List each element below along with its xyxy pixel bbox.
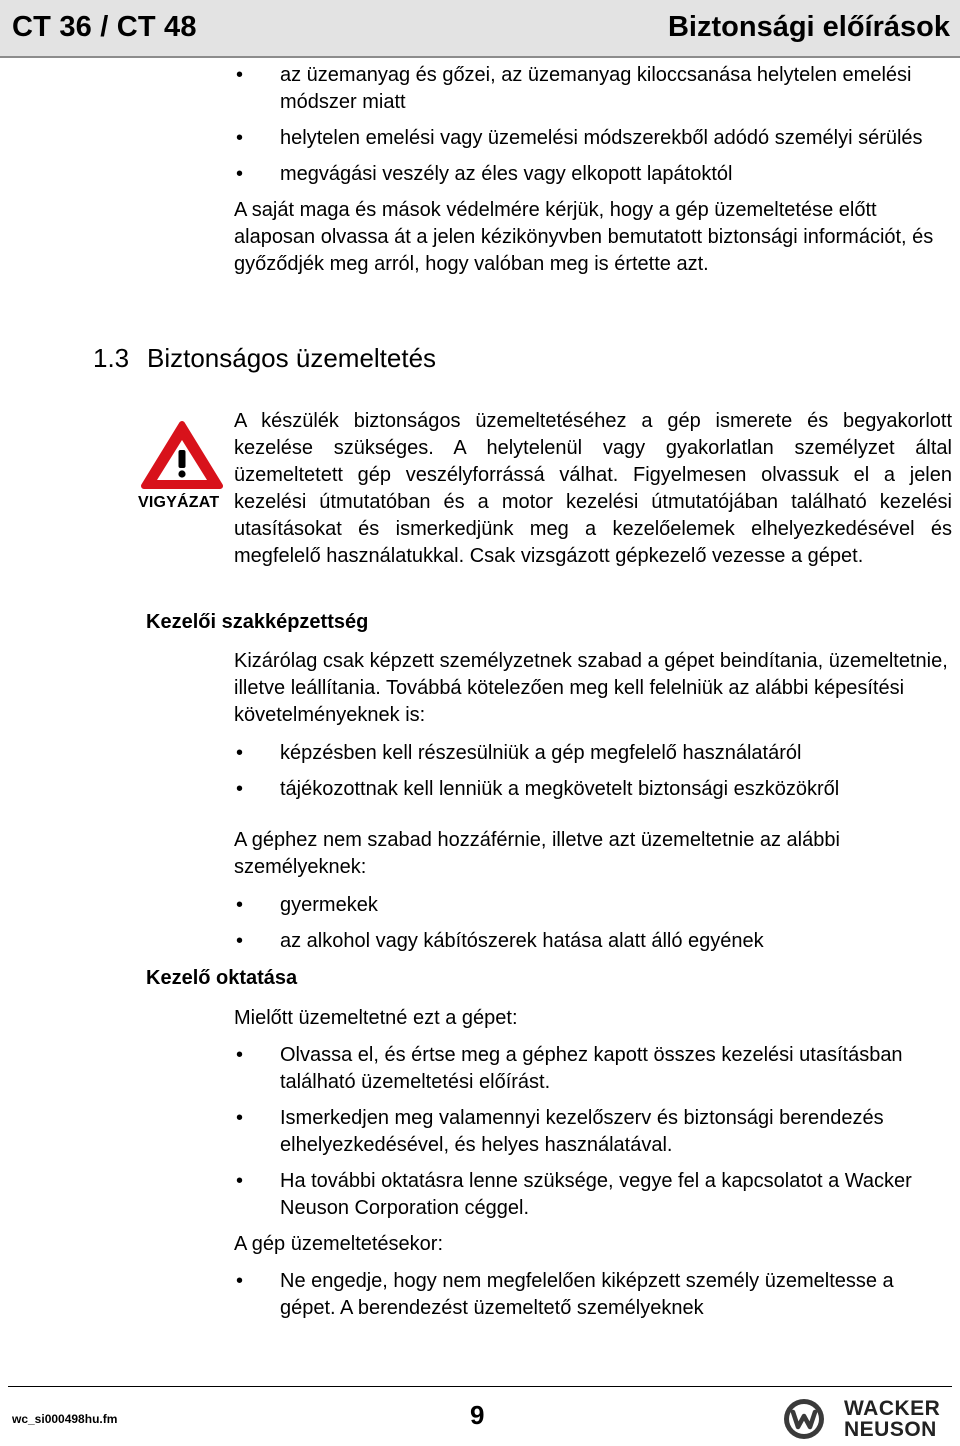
- list-item: • Ismerkedjen meg valamennyi kezelőszerv és biztonsági berendezés elhelyezkedésével, és helyes használatával.: [234, 1105, 952, 1159]
- intro-paragraph: A saját maga és mások védelmére kérjük, hogy a gép üzemeltetése előtt alaposan olvassa át a jelen kézikönyvben bemutatott biztonsági információt, és győződjék meg arról, hogy valóban meg is értette azt.: [234, 199, 934, 275]
- warning-text: A készülék biztonságos üzemeltetéséhez a gép ismerete és begyakorlott kezelése szükséges. A helytelenül vagy gyakorlatlan személyzet által üzemeltetett gép veszélyforrássá válhat. Figyelmesen olvassuk el a jelen kezelési útmutatóban és a motor kezelési útmutatójában található kezelési utasításokat és ismerkedjünk meg a kezelőelemek elhelyezkedésével és megfelelő használatukkal. Csak vizsgázott gépkezelő vezesse a gépet.: [234, 410, 952, 567]
- list-item: • megvágási veszély az éles vagy elkopott lapátoktól: [234, 161, 952, 188]
- list-item: • az üzemanyag és gőzei, az üzemanyag kiloccsanása helytelen emelési módszer miatt: [234, 62, 952, 116]
- wacker-neuson-emblem-icon: [782, 1397, 826, 1441]
- operation-paragraph: A gép üzemeltetésekor:: [234, 1233, 444, 1255]
- wacker-neuson-logo: [782, 1396, 954, 1442]
- list-item: • Olvassa el, és értse meg a géphez kapott összes kezelési utasításban található üzemeltetési előírást.: [234, 1042, 952, 1096]
- training-paragraph: Mielőtt üzemeltetné ezt a gépet:: [234, 1007, 518, 1029]
- qualification-content: [234, 648, 952, 964]
- model-title: CT 36 / CT 48: [12, 11, 197, 43]
- list-item: • az alkohol vagy kábítószerek hatása alatt álló egyének: [234, 928, 952, 955]
- logo-text-bottom: NEUSON: [844, 1418, 937, 1441]
- footer-filename: wc_si000498hu.fm: [12, 1412, 118, 1426]
- logo-text-top: WACKER: [844, 1397, 941, 1420]
- section-title: Biztonságos üzemeltetés: [147, 343, 437, 373]
- training-heading: Kezelő oktatása: [146, 967, 298, 989]
- hazard-list: [234, 62, 952, 188]
- list-item: • Ha további oktatásra lenne szüksége, vegye fel a kapcsolatot a Wacker Neuson Corporation céggel.: [234, 1168, 952, 1222]
- training-list: [234, 1042, 952, 1222]
- warning-text-block: [234, 408, 952, 570]
- list-item: • képzésben kell részesülniük a gép megfelelő használatáról: [234, 740, 952, 767]
- qualification-list: [234, 740, 952, 803]
- warning-block: [138, 418, 228, 518]
- list-item: • tájékozottnak kell lenniük a megkövetelt biztonsági eszközökről: [234, 776, 952, 803]
- section-number: 1.3: [93, 343, 130, 373]
- warning-label: VIGYÁZAT: [138, 494, 220, 511]
- qualification-paragraph: Kizárólag csak képzett személyzetnek szabad a gépet beindítania, üzemeltetnie, illetve leállítania. Továbbá kötelezően meg kell felelniük az alábbi képesítési követelményeknek is:: [234, 650, 948, 726]
- qualification-heading: Kezelői szakképzettség: [146, 611, 369, 633]
- page-number: 9: [470, 1400, 485, 1430]
- footer-divider: [8, 1386, 952, 1387]
- list-item: • Ne engedje, hogy nem megfelelően kiképzett személy üzemeltesse a gépet. A berendezést üzemeltető személyeknek: [234, 1268, 952, 1322]
- page-header: [0, 0, 960, 58]
- list-item: • helytelen emelési vagy üzemelési módszerekből adódó személyi sérülés: [234, 125, 952, 152]
- training-content: [234, 1005, 952, 1331]
- restricted-persons-list: [234, 892, 952, 955]
- section-heading: [93, 342, 436, 374]
- chapter-title: Biztonsági előírások: [667, 11, 950, 43]
- list-item: • gyermekek: [234, 892, 952, 919]
- warning-triangle-icon: [140, 420, 224, 490]
- intro-content: [234, 62, 952, 278]
- access-paragraph: A géphez nem szabad hozzáférnie, illetve azt üzemeltetnie az alábbi személyeknek:: [234, 829, 840, 878]
- operation-list: [234, 1268, 952, 1322]
